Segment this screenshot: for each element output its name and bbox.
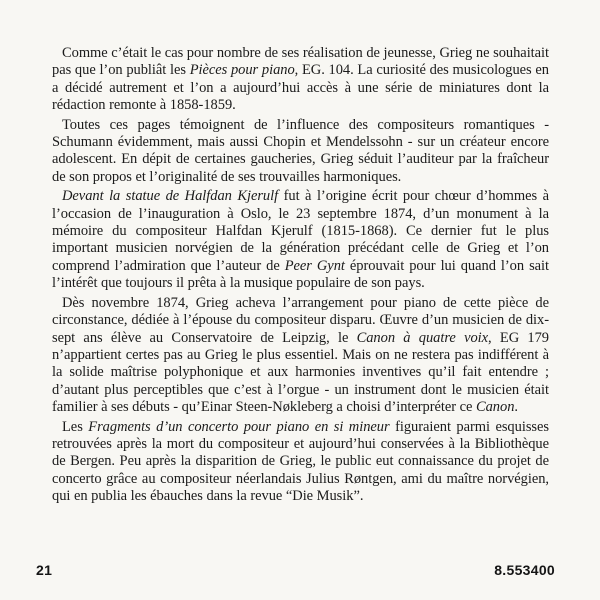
paragraph-text: Comme c’était le cas pour nombre de ses réalisation de jeunesse, Grieg ne souhaitait pas que l’on publiât les	[52, 45, 549, 79]
italic-title-text: Peer Gynt	[284, 257, 345, 274]
paragraph-text: fut à l’origine écrit pour chœur d’hommes à l’occasion de l’inauguration à Oslo, le 23 septembre 1874, d’un monument à la mémoire du compositeur Halfdan Kjerulf (1815-1868). Ce dernier fut le plus important musicien norvégien de la génération précédant celle de Grieg et l’on comprend l’admiration que l’auteur de	[52, 188, 549, 274]
body-paragraph	[52, 117, 549, 187]
italic-title-text: Fragments d’un concerto pour piano en si mineur	[88, 418, 390, 435]
paragraph-text: figuraient parmi esquisses retrouvées après la mort du compositeur et aujourd’hui conservées à la Bibliothèque de Bergen. Peu après la disparition de Grieg, le public eut connaissance du projet de concerto grâce au compositeur néerlandais Julius Røntgen, ami du maître norvégien, qui en publia les ébauches dans la revue “Die Musik”.	[52, 418, 549, 505]
body-paragraph	[52, 188, 549, 292]
paragraph-text: éprouvait pour lui quand l’on sait l’intérêt que toujours il prêta à la musique populaire de son pays.	[52, 257, 550, 292]
paragraph-text: Toutes ces pages témoignent de l’influence des compositeurs romantiques - Schumann évidemment, mais aussi Chopin et Mendelssohn - sur un créateur encore adolescent. En dépit de certaines gaucheries, Grieg séduit l’auditeur par la fraîcheur de son propos et l’originalité de ses trouvailles harmoniques.	[52, 116, 549, 185]
paragraph-text: Les	[62, 418, 89, 435]
italic-title-text: Canon	[475, 399, 515, 416]
page-number: 21	[36, 562, 53, 578]
body-paragraph	[52, 295, 549, 417]
paragraph-text: Dès novembre 1874, Grieg acheva l’arrangement pour piano de cette pièce de circonstance, dédiée à l’épouse du compositeur disparu. Œuvre d’un musicien de dix-sept ans élève au Conservatoire de Leipzig, le	[52, 294, 549, 346]
catalog-number: 8.553400	[494, 562, 555, 578]
body-text	[52, 45, 549, 508]
italic-title-text: Devant la statue de Halfdan Kjerulf	[62, 188, 279, 205]
italic-title-text: Pièces pour piano	[189, 62, 295, 79]
paragraph-text: , EG. 104. La curiosité des musicologues en a décidé autrement et l’on a aujourd’hui accès à une série de miniatures dont la rédaction remonte à 1858-1859.	[52, 62, 549, 114]
body-paragraph	[52, 419, 549, 506]
paragraph-text: , EG 179 n’appartient certes pas au Grieg le plus essentiel. Mais on ne restera pas indifférent à la solide maîtrise polyphonique et aux harmonies inventives qu’il fait entendre ; d’autant plus perceptibles que c’est à l’orgue - un instrument dont le musicien était familier à ses débuts - qu’Einar Steen-Nøkleberg a choisi d’interpréter ce	[52, 329, 549, 416]
body-paragraph	[52, 45, 549, 115]
italic-title-text: Canon à quatre voix	[356, 329, 489, 346]
paragraph-text: .	[514, 399, 518, 416]
